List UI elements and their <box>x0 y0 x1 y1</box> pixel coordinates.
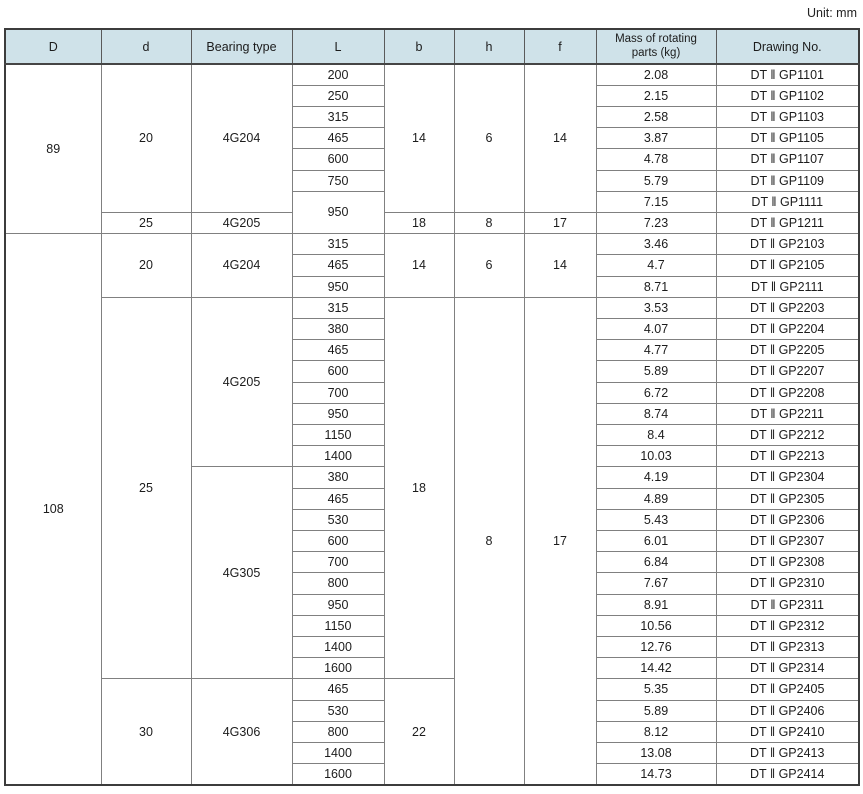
cell-drawing-no: DT ‖ GP2105 <box>716 255 859 276</box>
cell-mass: 2.15 <box>596 85 716 106</box>
cell-D: 108 <box>5 234 101 785</box>
cell-drawing-no: DT ‖ GP1107 <box>716 149 859 170</box>
cell-f: 17 <box>524 297 596 785</box>
cell-mass: 5.35 <box>596 679 716 700</box>
cell-drawing-no: DT ‖ GP2208 <box>716 382 859 403</box>
table-row <box>5 64 859 85</box>
cell-drawing-no: DT ‖ GP2307 <box>716 530 859 551</box>
cell-mass: 4.89 <box>596 488 716 509</box>
cell-b: 18 <box>384 297 454 679</box>
cell-mass: 8.4 <box>596 424 716 445</box>
cell-mass: 4.77 <box>596 340 716 361</box>
cell-mass: 5.89 <box>596 361 716 382</box>
cell-mass: 7.15 <box>596 191 716 212</box>
cell-b: 18 <box>384 212 454 233</box>
cell-L: 1150 <box>292 424 384 445</box>
cell-drawing-no: DT ‖ GP2312 <box>716 615 859 636</box>
cell-drawing-no: DT ‖ GP2311 <box>716 594 859 615</box>
cell-drawing-no: DT ‖ GP2211 <box>716 403 859 424</box>
cell-L: 530 <box>292 509 384 530</box>
cell-drawing-no: DT ‖ GP2310 <box>716 573 859 594</box>
cell-mass: 6.72 <box>596 382 716 403</box>
column-header-d: d <box>101 29 191 64</box>
cell-drawing-no: DT ‖ GP1111 <box>716 191 859 212</box>
cell-mass: 6.01 <box>596 530 716 551</box>
cell-L: 200 <box>292 64 384 85</box>
cell-drawing-no: DT ‖ GP2406 <box>716 700 859 721</box>
cell-drawing-no: DT ‖ GP1101 <box>716 64 859 85</box>
cell-bearing-type: 4G204 <box>191 64 292 212</box>
cell-drawing-no: DT ‖ GP2313 <box>716 636 859 657</box>
cell-L: 465 <box>292 340 384 361</box>
cell-L: 315 <box>292 106 384 127</box>
column-header-D: D <box>5 29 101 64</box>
cell-L: 465 <box>292 679 384 700</box>
cell-mass: 8.91 <box>596 594 716 615</box>
cell-L: 315 <box>292 297 384 318</box>
cell-mass: 4.19 <box>596 467 716 488</box>
cell-L: 1400 <box>292 743 384 764</box>
cell-mass: 6.84 <box>596 552 716 573</box>
cell-mass: 14.42 <box>596 658 716 679</box>
cell-L: 315 <box>292 234 384 255</box>
cell-mass: 5.79 <box>596 170 716 191</box>
cell-f: 14 <box>524 234 596 298</box>
cell-L: 750 <box>292 170 384 191</box>
cell-L: 950 <box>292 191 384 233</box>
cell-drawing-no: DT ‖ GP1102 <box>716 85 859 106</box>
cell-L: 465 <box>292 488 384 509</box>
column-header-mass: Mass of rotating parts (kg) <box>596 29 716 64</box>
cell-L: 1400 <box>292 636 384 657</box>
cell-L: 1600 <box>292 658 384 679</box>
cell-drawing-no: DT ‖ GP2308 <box>716 552 859 573</box>
cell-L: 600 <box>292 149 384 170</box>
cell-mass: 3.53 <box>596 297 716 318</box>
cell-mass: 3.46 <box>596 234 716 255</box>
cell-mass: 10.56 <box>596 615 716 636</box>
cell-drawing-no: DT ‖ GP2413 <box>716 743 859 764</box>
cell-h: 8 <box>454 297 524 785</box>
cell-L: 465 <box>292 255 384 276</box>
cell-drawing-no: DT ‖ GP2304 <box>716 467 859 488</box>
cell-L: 1600 <box>292 764 384 785</box>
table-header <box>5 29 859 64</box>
cell-mass: 8.74 <box>596 403 716 424</box>
cell-d: 20 <box>101 234 191 298</box>
cell-b: 14 <box>384 234 454 298</box>
cell-mass: 4.7 <box>596 255 716 276</box>
cell-mass: 8.12 <box>596 721 716 742</box>
cell-drawing-no: DT ‖ GP2314 <box>716 658 859 679</box>
cell-h: 6 <box>454 64 524 212</box>
cell-drawing-no: DT ‖ GP2405 <box>716 679 859 700</box>
cell-mass: 8.71 <box>596 276 716 297</box>
cell-L: 700 <box>292 552 384 573</box>
cell-drawing-no: DT ‖ GP1211 <box>716 212 859 233</box>
cell-drawing-no: DT ‖ GP1103 <box>716 106 859 127</box>
cell-L: 950 <box>292 403 384 424</box>
cell-L: 600 <box>292 530 384 551</box>
cell-D: 89 <box>5 64 101 234</box>
cell-b: 22 <box>384 679 454 785</box>
cell-bearing-type: 4G204 <box>191 234 292 298</box>
column-header-L: L <box>292 29 384 64</box>
cell-b: 14 <box>384 64 454 212</box>
cell-drawing-no: DT ‖ GP1109 <box>716 170 859 191</box>
cell-L: 800 <box>292 573 384 594</box>
cell-mass: 13.08 <box>596 743 716 764</box>
cell-drawing-no: DT ‖ GP2203 <box>716 297 859 318</box>
cell-bearing-type: 4G306 <box>191 679 292 785</box>
cell-drawing-no: DT ‖ GP2306 <box>716 509 859 530</box>
cell-L: 800 <box>292 721 384 742</box>
cell-L: 1400 <box>292 446 384 467</box>
cell-f: 17 <box>524 212 596 233</box>
cell-h: 6 <box>454 234 524 298</box>
cell-L: 600 <box>292 361 384 382</box>
cell-d: 30 <box>101 679 191 785</box>
cell-L: 700 <box>292 382 384 403</box>
column-header-bearing-type: Bearing type <box>191 29 292 64</box>
cell-L: 950 <box>292 594 384 615</box>
cell-drawing-no: DT ‖ GP2111 <box>716 276 859 297</box>
cell-mass: 3.87 <box>596 128 716 149</box>
unit-label: Unit: mm <box>807 6 857 20</box>
table-body <box>5 64 859 785</box>
cell-f: 14 <box>524 64 596 212</box>
cell-bearing-type: 4G205 <box>191 297 292 467</box>
cell-mass: 7.67 <box>596 573 716 594</box>
cell-L: 380 <box>292 318 384 339</box>
column-header-h: h <box>454 29 524 64</box>
header-row <box>5 29 859 64</box>
cell-mass: 10.03 <box>596 446 716 467</box>
cell-drawing-no: DT ‖ GP2414 <box>716 764 859 785</box>
cell-bearing-type: 4G305 <box>191 467 292 679</box>
bearing-spec-table <box>4 28 860 786</box>
column-header-drawing-no: Drawing No. <box>716 29 859 64</box>
cell-drawing-no: DT ‖ GP2410 <box>716 721 859 742</box>
cell-mass: 14.73 <box>596 764 716 785</box>
table-row <box>5 212 859 233</box>
cell-drawing-no: DT ‖ GP2207 <box>716 361 859 382</box>
cell-L: 465 <box>292 128 384 149</box>
column-header-f: f <box>524 29 596 64</box>
cell-bearing-type: 4G205 <box>191 212 292 233</box>
cell-mass: 2.08 <box>596 64 716 85</box>
cell-drawing-no: DT ‖ GP2205 <box>716 340 859 361</box>
cell-drawing-no: DT ‖ GP2204 <box>716 318 859 339</box>
cell-mass: 5.89 <box>596 700 716 721</box>
cell-L: 250 <box>292 85 384 106</box>
cell-d: 25 <box>101 212 191 233</box>
table-row <box>5 234 859 255</box>
cell-drawing-no: DT ‖ GP2213 <box>716 446 859 467</box>
cell-drawing-no: DT ‖ GP1105 <box>716 128 859 149</box>
column-header-b: b <box>384 29 454 64</box>
cell-drawing-no: DT ‖ GP2212 <box>716 424 859 445</box>
cell-mass: 4.07 <box>596 318 716 339</box>
cell-drawing-no: DT ‖ GP2103 <box>716 234 859 255</box>
table-row <box>5 297 859 318</box>
cell-d: 20 <box>101 64 191 212</box>
cell-L: 380 <box>292 467 384 488</box>
cell-L: 1150 <box>292 615 384 636</box>
cell-L: 950 <box>292 276 384 297</box>
cell-mass: 4.78 <box>596 149 716 170</box>
cell-mass: 7.23 <box>596 212 716 233</box>
cell-h: 8 <box>454 212 524 233</box>
cell-mass: 5.43 <box>596 509 716 530</box>
cell-d: 25 <box>101 297 191 679</box>
table-row <box>5 679 859 700</box>
cell-drawing-no: DT ‖ GP2305 <box>716 488 859 509</box>
cell-L: 530 <box>292 700 384 721</box>
cell-mass: 12.76 <box>596 636 716 657</box>
cell-mass: 2.58 <box>596 106 716 127</box>
